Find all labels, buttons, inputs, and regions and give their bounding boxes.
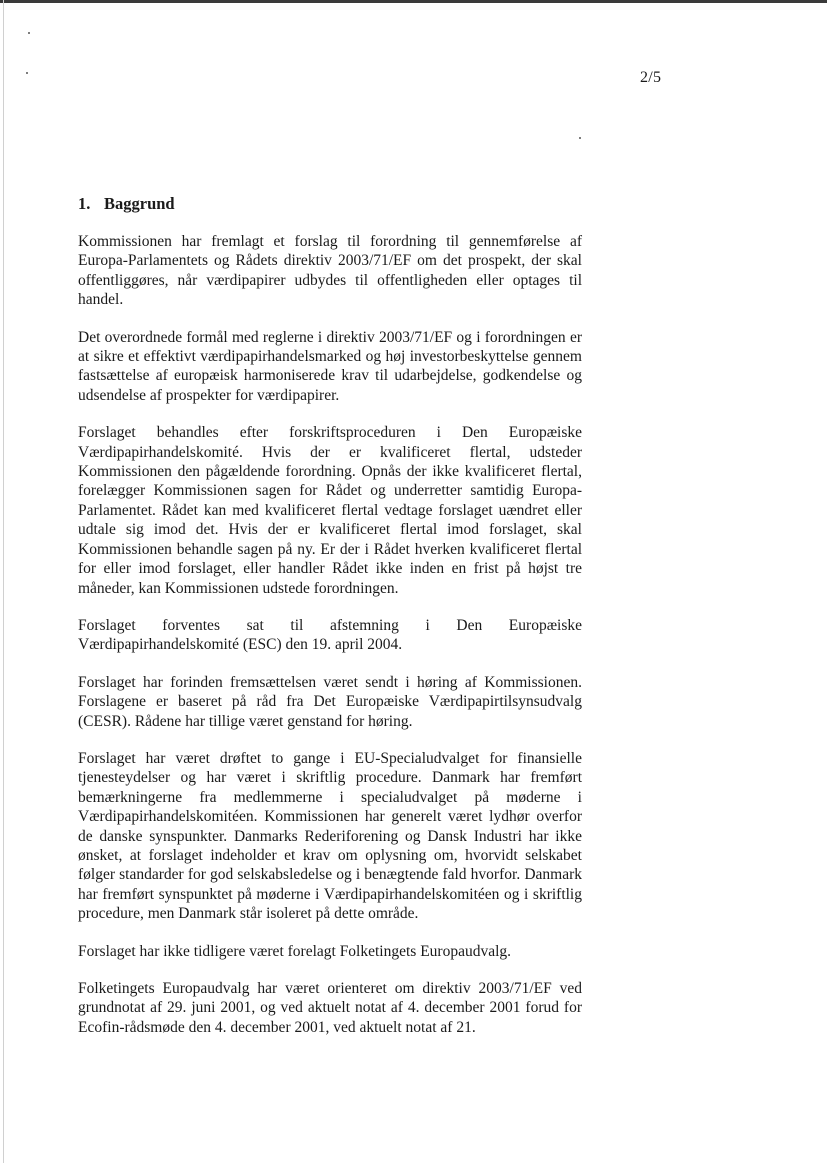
- paragraph: Forslaget har ikke tidligere været forelagt Folketingets Europaudvalg.: [78, 942, 512, 960]
- scan-top-edge: [0, 0, 827, 3]
- section-title: Baggrund: [104, 194, 175, 213]
- scan-left-edge: [3, 0, 4, 1163]
- page-number: 2/5: [640, 69, 662, 86]
- paragraph: Forslaget har forinden fremsættelsen været sendt i høring af Kommissionen. Forslagene er baseret på råd fra Det Europæiske Værdipapirtilsynsudvalg (CESR). Rådene har tillige været genstand for høring.: [78, 673, 582, 730]
- scan-speck: [579, 137, 581, 139]
- paragraph: Det overordnede formål med reglerne i direktiv 2003/71/EF og i forordningen er at sikre et effektivt værdipapirhandelsmarked og høj investorbeskyttelse gennem fastsættelse af europæisk harmoniserede krav til udarbejdelse, godkendelse og udsendelse af prospekter for værdipapirer.: [78, 328, 582, 404]
- paragraph: Forslaget har været drøftet to gange i EU-Specialudvalget for finansielle tjenesteydelser og har været i skriftlig procedure. Danmark har fremført bemærkningerne fra medlemmerne i specialudvalget på møderne i Værdipapirhandelskomitéen. Kommissionen har generelt været lydhør overfor de danske synspunkter. Danmarks Rederiforening og Dansk Industri har ikke ønsket, at forslaget indeholder et krav om oplysning om, hvorvidt selskabet følger standarder for god selskabsledelse og i benægtende fald hvorfor. Danmark har fremført synspunktet på møderne i Værdipapirhandelskomitéen og i skriftlig procedure, men Danmark står isoleret på dette område.: [78, 749, 582, 923]
- section-heading: [78, 193, 582, 214]
- paragraph: Kommissionen har fremlagt et forslag til forordning til gennemførelse af Europa-Parlamentets og Rådets direktiv 2003/71/EF om det prospekt, der skal offentliggøres, når værdipapirer udbydes til offentligheden eller optages til handel.: [78, 233, 582, 309]
- scan-speck: [26, 72, 28, 74]
- scan-speck: [28, 32, 30, 34]
- document-body: [78, 193, 582, 1055]
- paragraph: Folketingets Europaudvalg har været orienteret om direktiv 2003/71/EF ved grundnotat af 29. juni 2001, og ved aktuelt notat af 4. december 2001 forud for Ecofin-rådsmøde den 4. december 2001, ved aktuelt notat af 21.: [78, 980, 582, 1036]
- paragraph: Forslaget behandles efter forskriftsproceduren i Den Europæiske Værdipapirhandelskomité. Hvis der er kvalificeret flertal, udsteder Kommissionen den pågældende forordning. Opnås der ikke kvalificeret flertal, forelægger Kommissionen sagen for Rådet og underretter samtidig Europa-Parlamentet. Rådet kan med kvalificeret flertal vedtage forslaget uændret eller udtale sig imod det. Hvis der er kvalificeret flertal imod forslaget, skal Kommissionen behandle sagen på ny. Er der i Rådet hverken kvalificeret flertal for eller imod forslaget, eller handler Rådet ikke inden en frist på højst tre måneder, kan Kommissionen udstede forordningen.: [78, 424, 582, 597]
- section-number: 1.: [78, 194, 91, 213]
- paragraph: Forslaget forventes sat til afstemning i Den Europæiske Værdipapirhandelskomité (ESC) den 19. april 2004.: [78, 616, 582, 654]
